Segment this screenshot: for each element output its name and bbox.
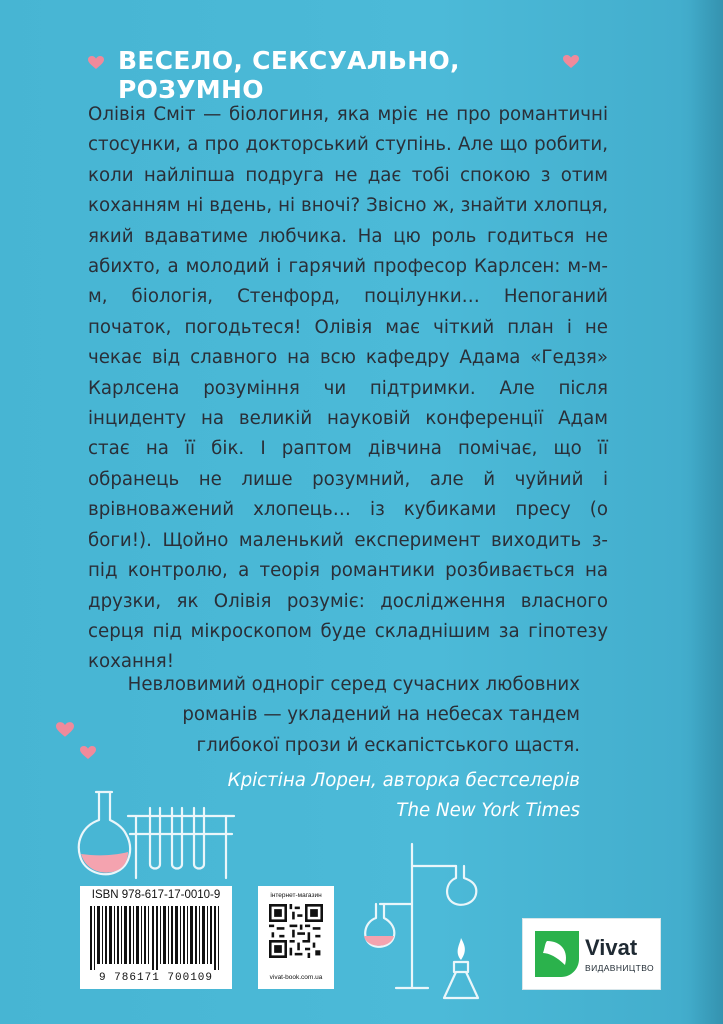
review-author: Крістіна Лорен, авторка бестселерів [227,770,580,791]
qr-caption-top: інтернет-магазин [270,892,322,899]
review-quote: Невловимий одноріг серед сучасних любовних романів — укладений на небесах тандем глибокої прози й ескапістського щастя. [127,674,580,756]
review-source: The New York Times [396,800,580,822]
book-description: Олівія Сміт — біологиня, яка мріє не про романтичні стосунки, а про докторський ступінь. Але що робити, коли найліпша подруга не дає тобі спокою з отим коханням ні вдень, ні вночі? Звісно ж, знайти хлопця, який вдаватиме любчика. На цю роль годиться не абихто, а молодий і гарячий професор Карлсен: м-м-м, біологія, Стенфорд, поцілунки… Непоганий початок, погодьтеся! Олівія має чіткий план і не чекає від славного на всю кафедру Адама «Гедзя» Карлсена розуміння чи підтримки. Але після інциденту на великій науковій конференції Адам стає на її бік. І раптом дівчина помічає, що її обранець не лише розумний, але й чуйний і врівноважений хлопець… із кубиками пресу (о боги!). Щойно маленький експеримент виходить з-під контролю, а теорія романтики розбивається на друзки, як Олівія розуміє: дослідження власного серця під мікроскопом буде складнішим за гіпотезу кохання! [88,104,608,673]
isbn-label: ISBN 978-617-17-0010-9 [91,889,221,901]
qr-code-block [258,886,334,989]
heart-icon [80,746,96,760]
publisher-subtitle: ВИДАВНИЦТВО [585,963,655,973]
qr-code[interactable] [269,904,323,958]
publisher-logo [522,918,661,990]
flask-illustration [68,786,238,882]
publisher-name: Vivat [585,935,638,960]
lab-stand-illustration [356,838,486,1006]
heart-icon [88,56,104,70]
tagline: ВЕСЕЛО, СЕКСУАЛЬНО, РОЗУМНО [118,46,460,104]
heart-icon [56,722,74,738]
isbn-digits: 9 786171 700109 [98,972,214,984]
spine-shadow [689,0,723,1024]
barcode-bars [88,906,224,970]
heart-icon [563,55,579,69]
qr-caption-bottom: vivat-book.com.ua [269,974,323,981]
vivat-leaf-icon [535,931,579,977]
isbn-barcode [80,886,232,989]
